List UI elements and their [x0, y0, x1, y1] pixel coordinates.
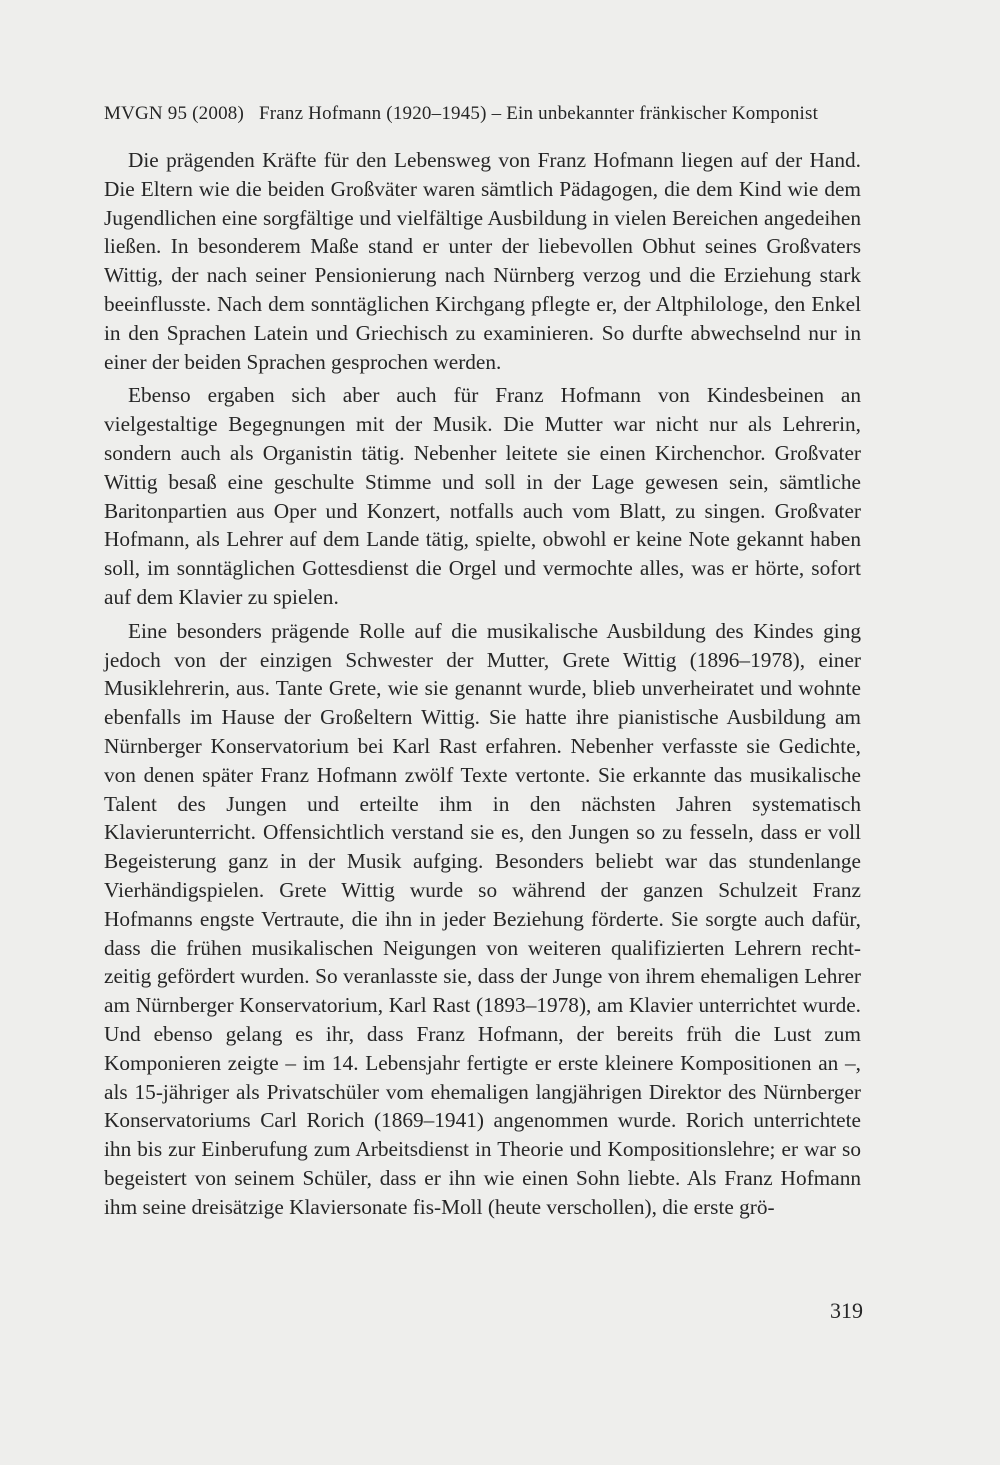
paragraph: Eine besonders prägende Rolle auf die musikalische Ausbildung des Kindes ging jedoch von der einzigen Schwester der Mutter, Grete Wittig (1896–1978), einer Musiklehrerin, aus. Tante Grete, wie sie genannt wurde, blieb unverheiratet und wohnte ebenfalls im Hause der Großeltern Wittig. Sie hatte ihre pianistische Ausbildung am Nürnberger Konservatorium bei Karl Rast erfahren. Nebenher verfasste sie Gedichte, von denen später Franz Hofmann zwölf Texte vertonte. Sie erkannte das musikalische Talent des Jungen und erteilte ihm in den nächsten Jahren systematisch Klavierunterricht. Offensichtlich verstand sie es, den Jungen so zu fesseln, dass er voll Begeisterung ganz in der Musik aufging. Besonders beliebt war das stundenlange Vierhändigspielen. Grete Wittig wurde so während der ganzen Schulzeit Franz Hofmanns engste Vertraute, die ihn in jeder Beziehung förderte. Sie sorgte auch dafür, dass die frühen musikalischen Neigungen von weiteren qualifizierten Lehrern rechtzeitig gefördert wurden. So veranlasste sie, dass der Junge von ihrem ehemaligen Lehrer am Nürnberger Konservatorium, Karl Rast (1893–1978), am Klavier unterrichtet wurde. Und ebenso gelang es ihr, dass Franz Hofmann, der bereits früh die Lust zum Komponieren zeigte – im 14. Lebensjahr fertigte er erste kleinere Kompositionen an –, als 15-jähriger als Privatschüler vom ehemaligen langjährigen Direktor des Nürnberger Konservatoriums Carl Rorich (1869–1941) angenommen wurde. Rorich unterrichtete ihn bis zur Einberufung zum Arbeitsdienst in Theorie und Kompositionslehre; er war so begeistert von seinem Schüler, dass er ihn wie einen Sohn liebte. Als Franz Hofmann ihm seine dreisätzige Klaviersonate fis-Moll (heute verschollen), die erste grö-: [104, 618, 861, 1219]
running-header: [104, 100, 864, 128]
page-number: 319: [830, 1298, 863, 1323]
body-text: [104, 146, 861, 1226]
paragraph: Die prägenden Kräfte für den Lebensweg von Franz Hofmann liegen auf der Hand. Die Eltern wie die beiden Großväter waren sämtlich Pädagogen, die dem Kind wie dem Jugendlichen eine sorgfältige und vielfältige Ausbildung in vielen Bereichen angedeihen ließen. In besonderem Maße stand er unter der liebevollen Obhut seines Großvaters Wittig, der nach seiner Pensionierung nach Nürnberg verzog und die Erziehung stark beeinflusste. Nach dem sonntäglichen Kirchgang pflegte er, der Altphilologe, den Enkel in den Sprachen Latein und Griechisch zu examinieren. So durfte abwechselnd nur in einer der beiden Sprachen gesprochen werden.: [104, 148, 861, 374]
paragraph: Ebenso ergaben sich aber auch für Franz Hofmann von Kindesbeinen an vielgestaltige Begegnungen mit der Musik. Die Mutter war nicht nur als Lehrerin, sondern auch als Organistin tätig. Nebenher leitete sie einen Kirchenchor. Großvater Wittig besaß eine geschulte Stimme und soll in der Lage gewesen sein, sämtliche Baritonpartien aus Oper und Konzert, notfalls auch vom Blatt, zu singen. Großvater Hofmann, als Lehrer auf dem Lande tätig, spielte, obwohl er keine Note gekannt haben soll, im sonntäglichen Gottesdienst die Orgel und vermochte alles, was er hörte, sofort auf dem Klavier zu spielen.: [104, 383, 861, 609]
journal-reference: MVGN 95 (2008): [104, 103, 245, 124]
article-title: Franz Hofmann (1920–1945) – Ein unbekannter fränkischer Komponist: [258, 103, 819, 124]
